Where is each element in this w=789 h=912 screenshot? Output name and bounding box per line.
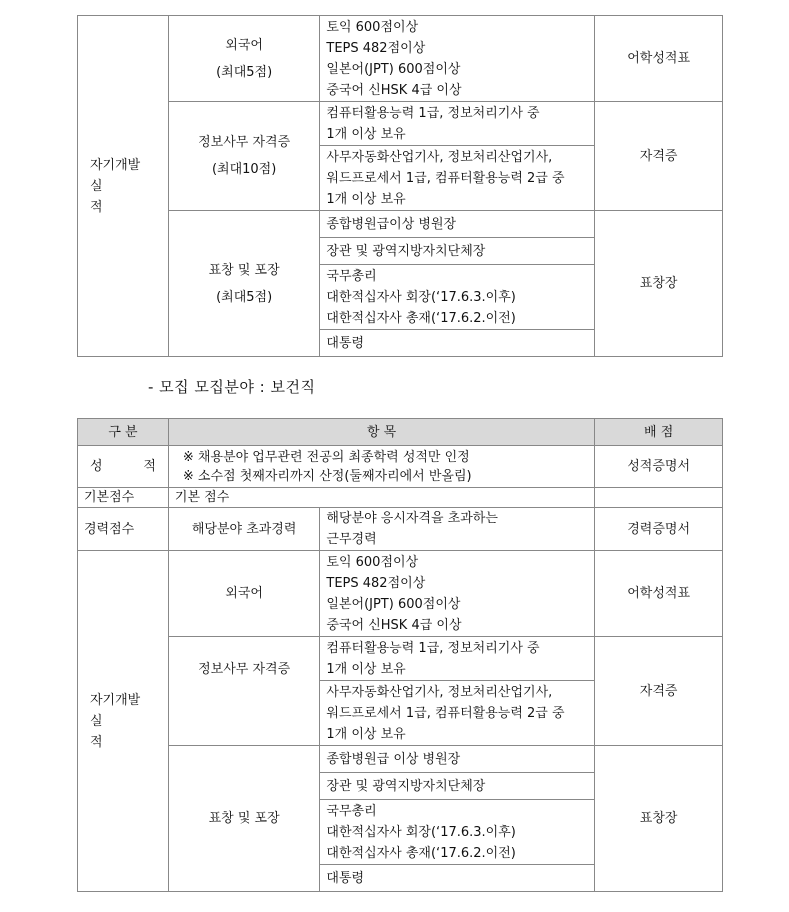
language-title-cell (168, 16, 320, 102)
cert-item: 워드프로세서 1급, 컴퓨터활용능력 2급 중 (326, 170, 565, 186)
language-item: 토익 600점이상 (326, 19, 419, 35)
language-item: 중국어 신HSK 4급 이상 (326, 82, 462, 98)
career-label: 경력점수 (78, 508, 169, 551)
award-title: 표창 및 포장 (208, 262, 280, 278)
language-doc: 어학성적표 (595, 16, 723, 102)
award-title-2: 표창 및 포장 (168, 746, 320, 892)
basic-value: 기본 점수 (168, 488, 594, 508)
career-desc-cell (320, 508, 595, 551)
award-doc-2: 표창장 (595, 746, 723, 892)
cert-title: 정보사무 자격증 (198, 135, 291, 150)
self-development-table-top (77, 15, 723, 357)
career-doc: 경력증명서 (595, 508, 723, 551)
category-line-1: 자기개발 (90, 692, 141, 708)
grade-note: ※ 채용분야 업무관련 전공의 최종학력 성적만 인정 (182, 449, 470, 465)
award-row-4: 대통령 (320, 330, 595, 357)
award-title-cell (168, 211, 320, 357)
language-item: 토익 600점이상 (326, 554, 419, 570)
cert-items-b-2 (320, 681, 595, 746)
language-item: TEPS 482점이상 (326, 575, 426, 591)
basic-score (595, 488, 723, 508)
cert-doc-2: 자격증 (595, 637, 723, 746)
career-title: 해당분야 초과경력 (168, 508, 320, 551)
award-row-1-2: 종합병원급 이상 병원장 (320, 746, 595, 773)
award-row-1: 종합병원급이상 병원장 (320, 211, 595, 238)
cert-title-2: 정보사무 자격증 (168, 637, 320, 746)
basic-label: 기본점수 (78, 488, 169, 508)
cert-item: 1개 이상 보유 (326, 726, 406, 742)
cert-doc: 자격증 (595, 102, 723, 211)
award-item: 대한적십자사 회장(‘17.6.3.이후) (326, 824, 516, 840)
award-row-4-2: 대통령 (320, 865, 595, 892)
award-row-3 (320, 265, 595, 330)
language-item: 일본어(JPT) 600점이상 (326, 596, 461, 612)
cert-items-b (320, 146, 595, 211)
category-line-1: 자기개발 (90, 157, 141, 173)
cert-items-a (320, 102, 595, 146)
cert-item: 1개 이상 보유 (326, 126, 406, 142)
header-category: 구 분 (78, 419, 169, 446)
grade-doc: 성적증명서 (595, 446, 723, 488)
cert-item: 사무자동화산업기사, 정보처리산업기사, (326, 149, 553, 165)
cert-items-a-2 (320, 637, 595, 681)
grade-label-1: 성 (90, 459, 103, 474)
language-doc-2: 어학성적표 (595, 551, 723, 637)
award-doc: 표창장 (595, 211, 723, 357)
career-desc: 근무경력 (326, 532, 377, 547)
award-row-2-2: 장관 및 광역지방자치단체장 (320, 773, 595, 800)
language-title-2: 외국어 (168, 551, 320, 637)
language-items-cell (320, 16, 595, 102)
category-line-2: 실 적 (90, 178, 121, 215)
language-items-cell-2 (320, 551, 595, 637)
category-cell-2 (78, 551, 169, 892)
grade-note: ※ 소수점 첫째자리까지 산정(둘째자리에서 반올림) (182, 468, 472, 484)
cert-item: 1개 이상 보유 (326, 191, 406, 207)
award-row-3-2 (320, 800, 595, 865)
language-limit: (최대5점) (216, 64, 273, 80)
language-item: 중국어 신HSK 4급 이상 (326, 617, 462, 633)
language-title: 외국어 (225, 37, 263, 53)
award-item: 국무총리 (326, 803, 377, 819)
award-limit: (최대5점) (216, 289, 273, 305)
cert-item: 워드프로세서 1급, 컴퓨터활용능력 2급 중 (326, 705, 565, 721)
header-item: 항 목 (168, 419, 594, 446)
cert-item: 사무자동화산업기사, 정보처리산업기사, (326, 684, 553, 700)
category-line-2: 실 적 (90, 713, 121, 750)
cert-item: 컴퓨터활용능력 1급, 정보처리기사 중 (326, 640, 540, 656)
grade-notes-cell (168, 446, 594, 488)
language-item: 일본어(JPT) 600점이상 (326, 61, 461, 77)
language-item: TEPS 482점이상 (326, 40, 426, 56)
grade-label-2: 적 (143, 459, 156, 474)
section-heading: - 모집 모집분야 : 보건직 (148, 378, 316, 396)
award-item: 대한적십자사 회장(‘17.6.3.이후) (326, 289, 516, 305)
career-desc: 해당분야 응시자격을 초과하는 (326, 511, 498, 526)
cert-limit: (최대10점) (211, 162, 277, 177)
header-score: 배 점 (595, 419, 723, 446)
category-cell (78, 16, 169, 357)
health-recruitment-table (77, 418, 723, 892)
award-item: 대한적십자사 총재(‘17.6.2.이전) (326, 310, 516, 326)
cert-title-cell (168, 102, 320, 211)
award-row-2: 장관 및 광역지방자치단체장 (320, 238, 595, 265)
cert-item: 1개 이상 보유 (326, 661, 406, 677)
award-item: 국무총리 (326, 268, 377, 284)
grade-label-cell (78, 446, 169, 488)
cert-item: 컴퓨터활용능력 1급, 정보처리기사 중 (326, 105, 540, 121)
award-item: 대한적십자사 총재(‘17.6.2.이전) (326, 845, 516, 861)
